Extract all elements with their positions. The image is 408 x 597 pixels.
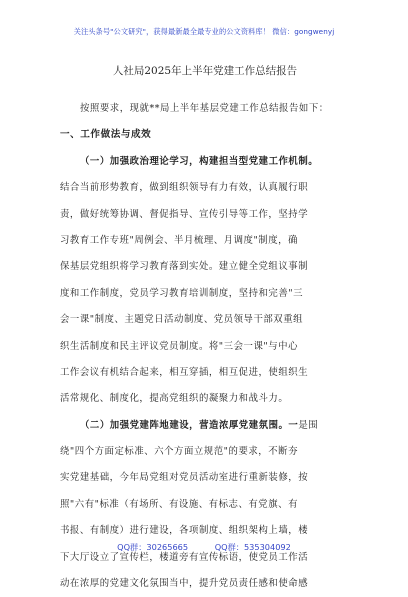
text-line: 度和工作制度，党员学习教育培训制度，坚持和完善"三 xyxy=(60,287,304,299)
text-span: 是围 xyxy=(298,419,319,431)
text-line: 活常规化、制度化，提高党组织的凝聚力和战斗力。 xyxy=(60,393,289,405)
text-line: 织生活制度和民主评议党员制度。将"三会一课"与中心 xyxy=(60,340,299,352)
text-line: 习教育工作专班"周例会、半月梳理、月调度"制度，确 xyxy=(60,234,299,246)
footer-qq-group-1: QQ群：30265665 xyxy=(117,542,189,552)
text-line: 责，做好统筹协调、督促指导、宣传引导等工作，坚持学 xyxy=(60,208,309,220)
header-promo-banner: 关注头条号"公文研究"，获得最新最全最专业的公文资料库！ 微信：gongwenyj xyxy=(73,27,335,36)
text-line: 绕"四个方面定标准、六个方面立规范"的要求，不断夯 xyxy=(60,446,299,458)
subsection-heading: （一）加强政治理论学习，构建担当型党建工作机制。 xyxy=(80,155,319,167)
text-line: 按照要求，现就**局上半年基层党建工作总结报告如下： xyxy=(80,103,329,114)
text-line: 保基层党组织将学习教育落到实处。建立健全党组议事制 xyxy=(60,261,309,273)
text-line: 会一课"制度、主题党日活动制度、党员领导干部双重组 xyxy=(60,314,304,326)
subsection-heading: （二）加强党建阵地建设，营造浓厚党建氛围。一 xyxy=(80,419,299,431)
text-line xyxy=(60,413,350,439)
text-line: 下大厅设立了宣传栏，楼道旁有宣传标语，使党员工作活 xyxy=(60,551,309,563)
document-body xyxy=(60,64,350,597)
text-line: 工作会议有机结合起来，相互穿插，相互促进，使组织生 xyxy=(60,366,309,378)
text-line: 实党建基础，今年局党组对党员活动室进行重新装修，按 xyxy=(60,472,309,484)
text-line: 书报、有制度）进行建设，各项制度、组织架构上墙，楼 xyxy=(60,525,309,537)
footer xyxy=(0,542,408,558)
document-title: 人社局2025年上半年党建工作总结报告 xyxy=(112,65,298,77)
text-line: 结合当前形势教育，做到组织领导有力有效，认真履行职 xyxy=(60,182,309,194)
text-line: 照"六有"标准（有场所、有设施、有标志、有党旗、有 xyxy=(60,498,299,510)
text-line: 动在浓厚的党建文化氛围当中，提升党员责任感和使命感 xyxy=(60,578,309,590)
document-lines xyxy=(60,96,350,597)
footer-qq-group-2: QQ群：535304092 xyxy=(214,542,291,552)
section-heading: 一、工作做法与成效 xyxy=(60,129,152,141)
